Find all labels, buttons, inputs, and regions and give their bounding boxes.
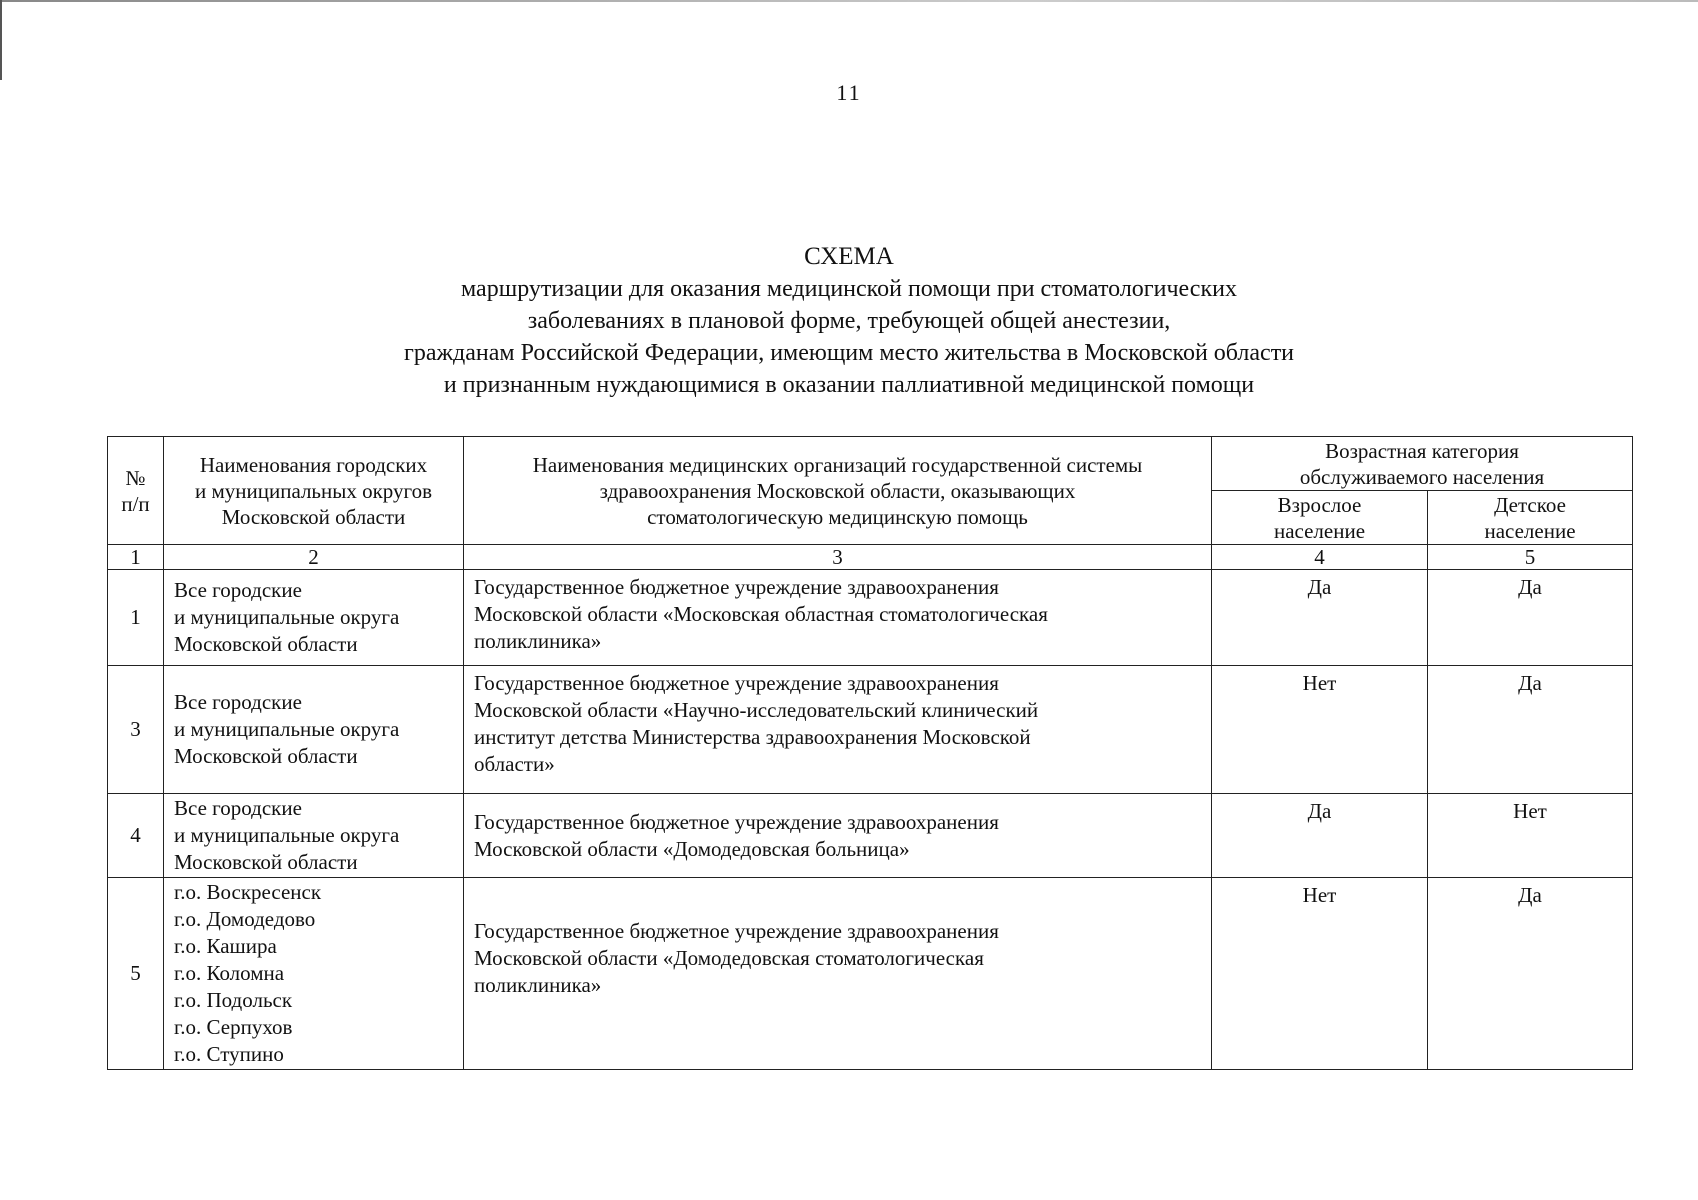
child-cell: Да: [1428, 666, 1633, 794]
table-row: [108, 878, 1633, 1070]
adult-cell: Нет: [1212, 878, 1428, 1070]
column-index: 4: [1212, 545, 1428, 570]
table-row: [108, 794, 1633, 878]
header-child: Детское население: [1428, 491, 1633, 545]
district-cell: Все городские и муниципальные округа Московской области: [164, 570, 464, 666]
title-line: заболеваниях в плановой форме, требующей общей анестезии,: [527, 308, 1171, 334]
row-number: 3: [108, 666, 164, 794]
title-line: и признанным нуждающимися в оказании паллиативной медицинской помощи: [443, 372, 1255, 398]
adult-cell: Нет: [1212, 666, 1428, 794]
scan-edge-left: [0, 0, 2, 80]
row-number: 4: [108, 794, 164, 878]
header-district: Наименования городских и муниципальных округов Московской области: [164, 437, 464, 545]
organization-cell: Государственное бюджетное учреждение здравоохранения Московской области «Домодедовская больница»: [464, 794, 1212, 878]
header-organization: Наименования медицинских организаций государственной системы здравоохранения Московской области, оказывающих стоматологическую медицинскую помощь: [464, 437, 1212, 545]
scan-edge: [0, 0, 1698, 2]
title-main: СХЕМА: [804, 243, 894, 270]
document-title: [0, 242, 1698, 401]
column-index-row: [108, 545, 1633, 570]
district-cell: Все городские и муниципальные округа Московской области: [164, 666, 464, 794]
child-cell: Да: [1428, 570, 1633, 666]
organization-cell: Государственное бюджетное учреждение здравоохранения Московской области «Московская областная стоматологическая поликлиника»: [464, 570, 1212, 666]
title-line: маршрутизации для оказания медицинской помощи при стоматологических: [461, 276, 1237, 302]
adult-cell: Да: [1212, 794, 1428, 878]
row-number: 5: [108, 878, 164, 1070]
adult-cell: Да: [1212, 570, 1428, 666]
organization-cell: Государственное бюджетное учреждение здравоохранения Московской области «Научно-исследовательский клинический институт детства Министерства здравоохранения Московской области»: [464, 666, 1212, 794]
district-cell: Все городские и муниципальные округа Московской области: [164, 794, 464, 878]
child-cell: Да: [1428, 878, 1633, 1070]
organization-cell: Государственное бюджетное учреждение здравоохранения Московской области «Домодедовская стоматологическая поликлиника»: [464, 878, 1212, 1070]
column-index: 5: [1428, 545, 1633, 570]
column-index: 3: [464, 545, 1212, 570]
column-index: 1: [108, 545, 164, 570]
title-line: гражданам Российской Федерации, имеющим место жительства в Московской области: [403, 340, 1295, 366]
child-cell: Нет: [1428, 794, 1633, 878]
header-num: № п/п: [108, 437, 164, 545]
header-age-category: Возрастная категория обслуживаемого населения: [1212, 437, 1633, 491]
row-number: 1: [108, 570, 164, 666]
column-index: 2: [164, 545, 464, 570]
page-number: 11: [836, 80, 862, 105]
header-adult: Взрослое население: [1212, 491, 1428, 545]
table-row: [108, 570, 1633, 666]
table-row: [108, 666, 1633, 794]
header-row: [108, 437, 1633, 491]
district-cell: г.о. Воскресенск г.о. Домодедово г.о. Кашира г.о. Коломна г.о. Подольск г.о. Серпухов г.о. Ступино: [164, 878, 464, 1070]
routing-table: [107, 436, 1633, 1070]
